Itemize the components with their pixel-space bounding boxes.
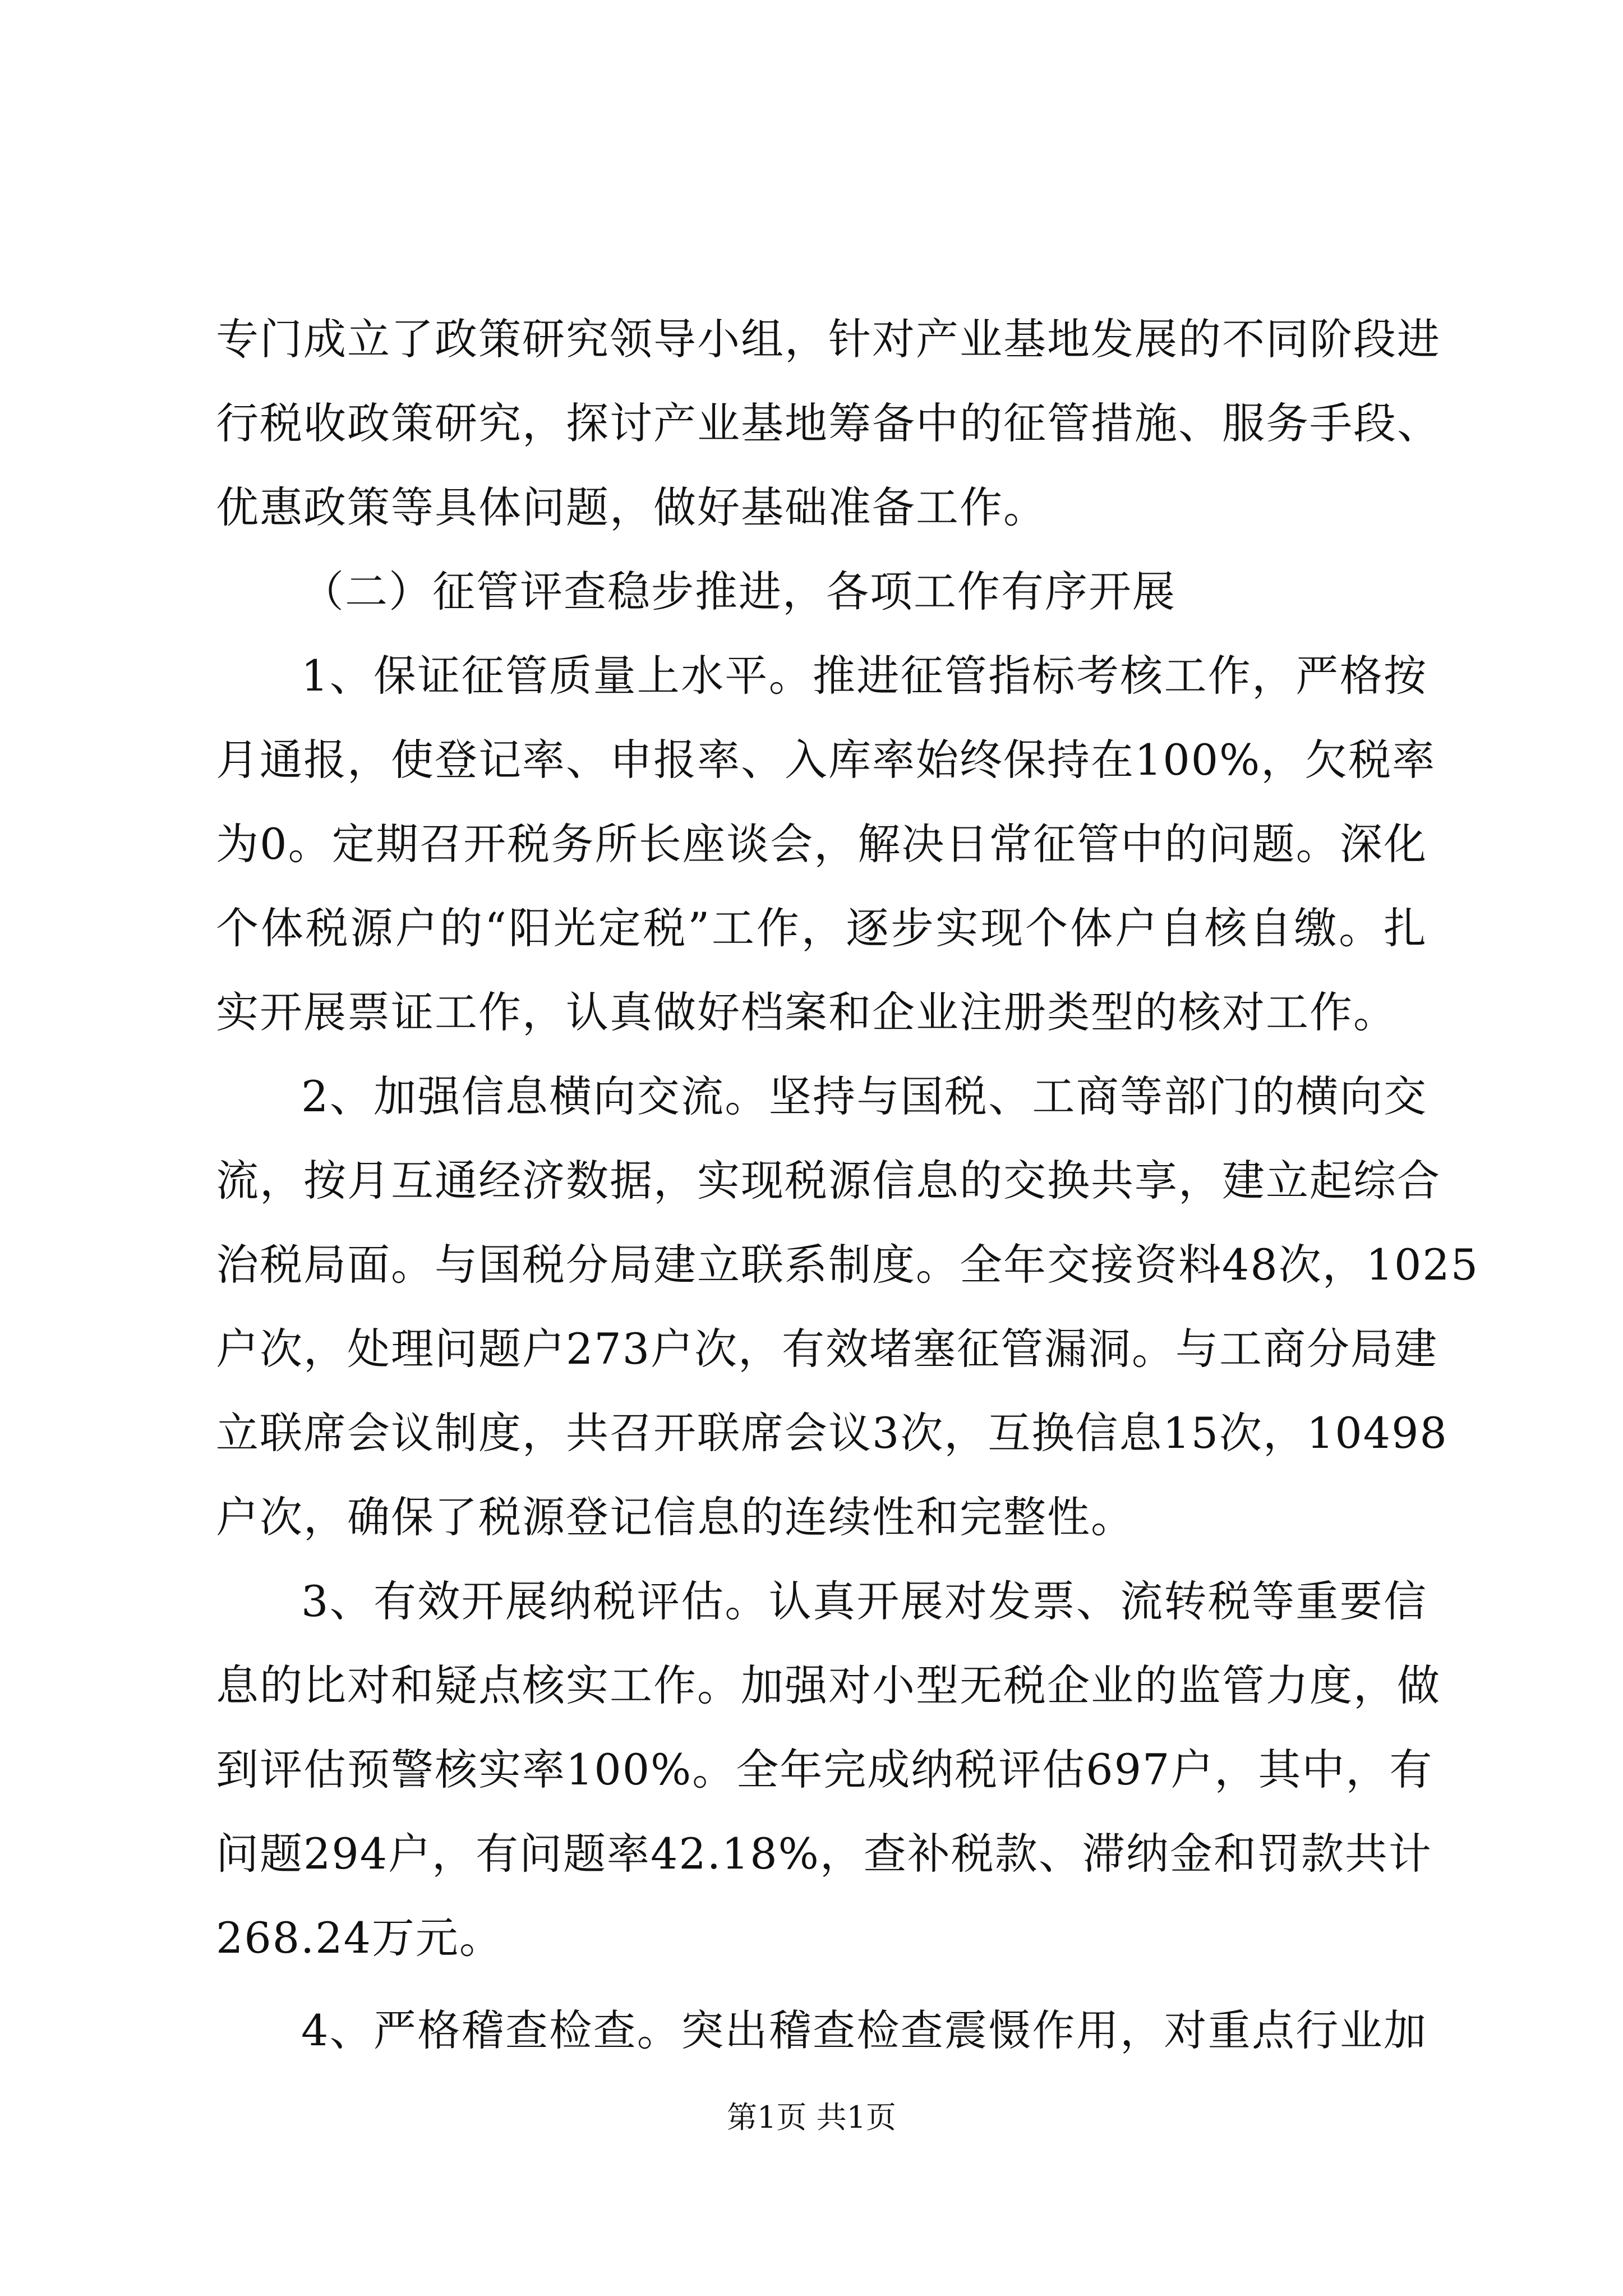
text-line: 行税收政策研究，探讨产业基地筹备中的征管措施、服务手段、: [216, 398, 1441, 448]
text-line: 息的比对和疑点核实工作。加强对小型无税企业的监管力度，做: [216, 1660, 1441, 1710]
text-line: 优惠政策等具体问题，做好基础准备工作。: [216, 482, 1047, 532]
text-line: 268.24万元。: [216, 1913, 503, 1963]
text-line: 流，按月互通经济数据，实现税源信息的交换共享，建立起综合: [216, 1156, 1441, 1205]
paragraph-first-line: 1、保证征管质量上水平。推进征管指标考核工作，严格按: [301, 651, 1427, 701]
paragraph-first-line: 2、加强信息横向交流。坚持与国税、工商等部门的横向交: [301, 1071, 1427, 1121]
page-footer: 第1页 共1页: [727, 2100, 896, 2135]
text-line: 实开展票证工作，认真做好档案和企业注册类型的核对工作。: [216, 987, 1397, 1037]
text-line: 问题294户，有问题率42.18%，查补税款、滞纳金和罚款共计: [216, 1829, 1432, 1879]
text-line: 户次，确保了税源登记信息的连续性和完整性。: [216, 1492, 1135, 1542]
paragraph-first-line: 3、有效开展纳税评估。认真开展对发票、流转税等重要信: [301, 1576, 1427, 1626]
text-line: 立联席会议制度，共召开联席会议3次，互换信息15次，10498: [216, 1408, 1448, 1458]
text-line: 为0。定期召开税务所长座谈会，解决日常征管中的问题。深化: [216, 819, 1427, 869]
text-line: 月通报，使登记率、申报率、入库率始终保持在100%，欠税率: [216, 735, 1436, 785]
section-heading: （二）征管评查稳步推进，各项工作有序开展: [301, 567, 1176, 616]
text-line: 个体税源户的“阳光定税”工作，逐步实现个体户自核自缴。扎: [216, 903, 1427, 953]
text-line: 户次，处理问题户273户次，有效堵塞征管漏洞。与工商分局建: [216, 1324, 1438, 1374]
text-line: 到评估预警核实率100%。全年完成纳税评估697户，其中，有: [216, 1745, 1433, 1795]
paragraph-first-line: 4、严格稽查检查。突出稽查检查震慑作用，对重点行业加: [301, 2005, 1427, 2055]
text-line: 治税局面。与国税分局建立联系制度。全年交接资料48次，1025: [216, 1240, 1479, 1290]
text-line: 专门成立了政策研究领导小组，针对产业基地发展的不同阶段进: [216, 314, 1441, 364]
